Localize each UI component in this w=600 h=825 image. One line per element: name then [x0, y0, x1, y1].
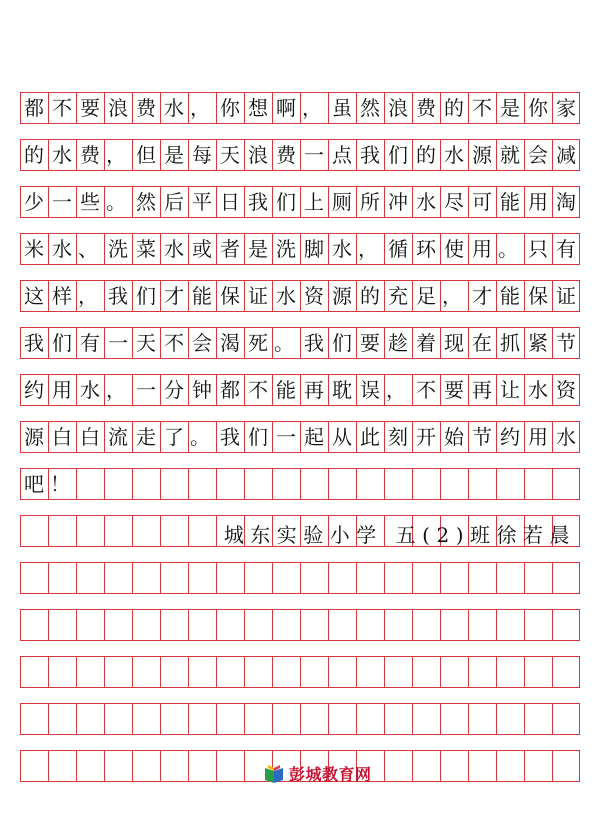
- essay-character: 才: [472, 283, 492, 308]
- essay-character: 减: [556, 142, 576, 167]
- essay-line: [20, 186, 580, 217]
- essay-character: 环: [416, 236, 436, 261]
- essay-character: 费: [80, 142, 100, 167]
- watermark-logo: [263, 762, 372, 785]
- essay-character: 抓: [500, 330, 520, 355]
- essay-character: 水: [556, 424, 576, 449]
- essay-character: 点: [332, 142, 352, 167]
- essay-character: 充: [388, 283, 408, 308]
- essay-character: 们: [388, 142, 408, 167]
- essay-character: 有: [80, 330, 100, 355]
- essay-line: [20, 374, 580, 405]
- signature: 城东实验小学 五(2)班徐若晨: [223, 523, 576, 547]
- essay-character: 一: [108, 330, 128, 355]
- essay-character: 一: [52, 189, 72, 214]
- essay-character: 证: [248, 283, 268, 308]
- essay-character: 在: [472, 330, 492, 355]
- essay-character: 始: [444, 424, 464, 449]
- essay-character: 们: [332, 330, 352, 355]
- essay-character: 水: [164, 236, 184, 261]
- essay-character: 我: [360, 142, 380, 167]
- essay-character: 一: [276, 424, 296, 449]
- essay-character: 约: [500, 424, 520, 449]
- essay-character: ，: [442, 283, 462, 308]
- essay-character: 水: [332, 236, 352, 261]
- essay-character: 们: [248, 424, 268, 449]
- essay-character: 不: [164, 330, 184, 355]
- essay-line: [20, 92, 580, 123]
- writing-grid: [20, 92, 580, 794]
- essay-character: 了: [164, 424, 184, 449]
- essay-character: 我: [248, 189, 268, 214]
- book-icon: [263, 764, 285, 784]
- essay-character: 我: [24, 330, 44, 355]
- essay-character: 浪: [248, 142, 268, 167]
- essay-character: ，: [78, 283, 98, 308]
- essay-character: 洗: [276, 236, 296, 261]
- essay-character: 分: [164, 377, 184, 402]
- essay-character: 一: [136, 377, 156, 402]
- essay-character: 资: [304, 283, 324, 308]
- essay-character: 水: [80, 377, 100, 402]
- essay-character: 吧: [24, 471, 44, 496]
- essay-character: 费: [416, 95, 436, 120]
- essay-character: 不: [416, 377, 436, 402]
- essay-character: 天: [136, 330, 156, 355]
- essay-character: 是: [500, 95, 520, 120]
- essay-character: 然: [136, 189, 156, 214]
- essay-character: 我: [304, 330, 324, 355]
- essay-character: 是: [164, 142, 184, 167]
- essay-character: 者: [220, 236, 240, 261]
- essay-character: 用: [528, 189, 548, 214]
- essay-line: [20, 139, 580, 170]
- essay-character: 啊: [276, 95, 296, 120]
- essay-character: 趁: [388, 330, 408, 355]
- essay-character: ，: [106, 142, 126, 167]
- essay-character: 有: [556, 236, 576, 261]
- essay-character: 能: [192, 283, 212, 308]
- essay-character: 源: [472, 142, 492, 167]
- essay-character: 你: [220, 95, 240, 120]
- essay-character: ，: [386, 377, 406, 402]
- essay-character: 从: [332, 424, 352, 449]
- essay-character: 约: [24, 377, 44, 402]
- signature-row: [20, 515, 580, 546]
- essay-character: 保: [220, 283, 240, 308]
- essay-character: 流: [108, 424, 128, 449]
- essay-character: 能: [500, 283, 520, 308]
- essay-character: 水: [528, 377, 548, 402]
- essay-character: 要: [444, 377, 464, 402]
- essay-character: 用: [528, 424, 548, 449]
- essay-character: 循: [388, 236, 408, 261]
- essay-character: 冲: [388, 189, 408, 214]
- essay-character: 然: [360, 95, 380, 120]
- essay-character: 或: [192, 236, 212, 261]
- essay-character: 日: [220, 189, 240, 214]
- essay-character: 保: [528, 283, 548, 308]
- essay-character: 你: [528, 95, 548, 120]
- essay-line: [20, 327, 580, 358]
- essay-character: 天: [220, 142, 240, 167]
- essay-character: 才: [164, 283, 184, 308]
- essay-character: 可: [472, 189, 492, 214]
- essay-character: 脚: [304, 236, 324, 261]
- essay-character: 耽: [332, 377, 352, 402]
- essay-character: 都: [24, 95, 44, 120]
- essay-character: 钟: [192, 377, 212, 402]
- essay-character: 源: [332, 283, 352, 308]
- essay-character: 能: [276, 377, 296, 402]
- essay-character: 能: [500, 189, 520, 214]
- essay-character: 节: [556, 330, 576, 355]
- essay-character: 要: [360, 330, 380, 355]
- essay-character: 菜: [136, 236, 156, 261]
- essay-character: 上: [304, 189, 324, 214]
- essay-character: 足: [416, 283, 436, 308]
- essay-character: 水: [164, 95, 184, 120]
- essay-character: 不: [52, 95, 72, 120]
- essay-character: 的: [416, 142, 436, 167]
- essay-character: 死: [248, 330, 268, 355]
- essay-character: 水: [416, 189, 436, 214]
- essay-character: 现: [444, 330, 464, 355]
- essay-character: 浪: [108, 95, 128, 120]
- essay-character: ，: [106, 377, 126, 402]
- essay-character: ！: [50, 471, 70, 496]
- essay-character: 。: [190, 424, 210, 449]
- essay-character: 虽: [332, 95, 352, 120]
- essay-character: 后: [164, 189, 184, 214]
- essay-character: 让: [500, 377, 520, 402]
- essay-character: 水: [444, 142, 464, 167]
- essay-character: 就: [500, 142, 520, 167]
- essay-character: 每: [192, 142, 212, 167]
- essay-character: 会: [528, 142, 548, 167]
- essay-character: 此: [360, 424, 380, 449]
- essay-character: 。: [498, 236, 518, 261]
- essay-character: 们: [136, 283, 156, 308]
- essay-character: 使: [444, 236, 464, 261]
- essay-character: 白: [52, 424, 72, 449]
- essay-character: 刻: [388, 424, 408, 449]
- essay-character: 节: [472, 424, 492, 449]
- essay-character: 这: [24, 283, 44, 308]
- watermark-text: 彭城教育网: [289, 765, 372, 784]
- essay-character: 的: [444, 95, 464, 120]
- essay-character: 再: [304, 377, 324, 402]
- essay-character: 样: [52, 283, 72, 308]
- essay-character: 厕: [332, 189, 352, 214]
- essay-character: 浪: [388, 95, 408, 120]
- essay-character: 淘: [556, 189, 576, 214]
- essay-character: 我: [220, 424, 240, 449]
- essay-character: 费: [136, 95, 156, 120]
- essay-character: 资: [556, 377, 576, 402]
- essay-character: 用: [52, 377, 72, 402]
- essay-character: 米: [24, 236, 44, 261]
- essay-character: 的: [360, 283, 380, 308]
- essay-character: 误: [360, 377, 380, 402]
- essay-character: ，: [190, 95, 210, 120]
- essay-character: 用: [472, 236, 492, 261]
- essay-line: [20, 233, 580, 264]
- essay-character: 开: [416, 424, 436, 449]
- essay-character: ，: [302, 95, 322, 120]
- essay-character: 只: [528, 236, 548, 261]
- essay-character: 白: [80, 424, 100, 449]
- essay-character: 们: [276, 189, 296, 214]
- essay-character: 渴: [220, 330, 240, 355]
- essay-character: 水: [276, 283, 296, 308]
- essay-character: 费: [276, 142, 296, 167]
- essay-character: 都: [220, 377, 240, 402]
- essay-character: 着: [416, 330, 436, 355]
- essay-character: 水: [52, 142, 72, 167]
- essay-character: 不: [472, 95, 492, 120]
- essay-line: [20, 421, 580, 452]
- essay-character: 平: [192, 189, 212, 214]
- essay-character: 些: [80, 189, 100, 214]
- essay-character: 一: [304, 142, 324, 167]
- essay-character: 所: [360, 189, 380, 214]
- essay-character: ，: [358, 236, 378, 261]
- essay-character: 再: [472, 377, 492, 402]
- essay-character: 紧: [528, 330, 548, 355]
- essay-character: 家: [556, 95, 576, 120]
- essay-line: [20, 280, 580, 311]
- essay-character: 。: [106, 189, 126, 214]
- essay-character: 洗: [108, 236, 128, 261]
- essay-character: 的: [24, 142, 44, 167]
- essay-character: 少: [24, 189, 44, 214]
- essay-character: 源: [24, 424, 44, 449]
- essay-character: 走: [136, 424, 156, 449]
- essay-character: 想: [248, 95, 268, 120]
- essay-character: 、: [78, 236, 98, 261]
- essay-line: [20, 468, 580, 499]
- essay-character: 们: [52, 330, 72, 355]
- essay-character: 。: [274, 330, 294, 355]
- essay-character: 起: [304, 424, 324, 449]
- essay-character: 我: [108, 283, 128, 308]
- essay-character: 会: [192, 330, 212, 355]
- essay-character: 不: [248, 377, 268, 402]
- essay-character: 尽: [444, 189, 464, 214]
- essay-character: 水: [52, 236, 72, 261]
- essay-character: 是: [248, 236, 268, 261]
- essay-character: 但: [136, 142, 156, 167]
- essay-character: 证: [556, 283, 576, 308]
- essay-character: 要: [80, 95, 100, 120]
